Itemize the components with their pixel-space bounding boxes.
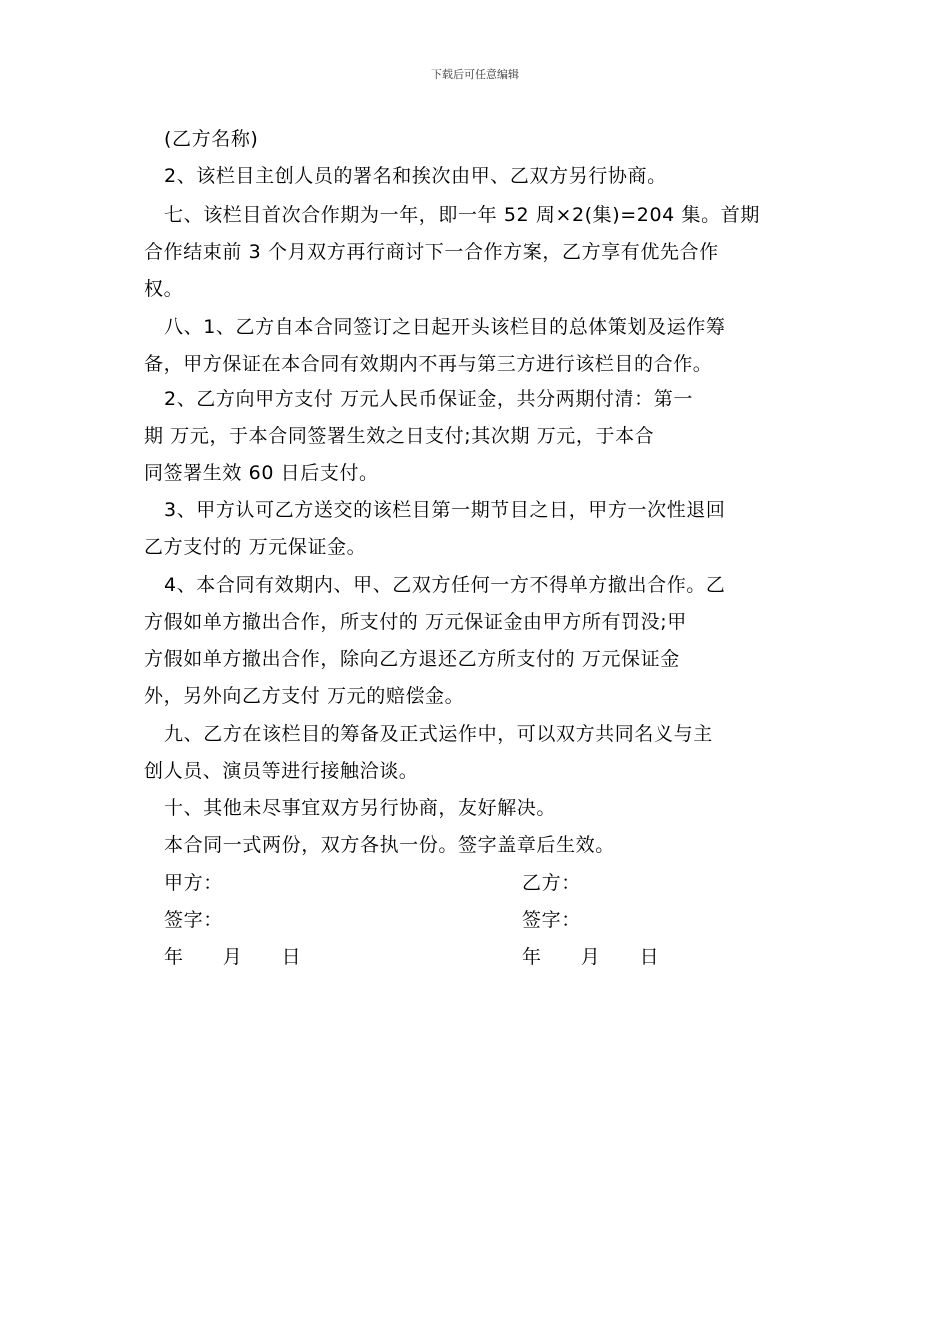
body-line: 2、乙方向甲方支付 万元人民币保证金，共分两期付清：第一	[164, 388, 693, 410]
body-line: 八、1、乙方自本合同签订之日起开头该栏目的总体策划及运作筹	[164, 316, 726, 338]
body-line: 3、甲方认可乙方送交的该栏目第一期节目之日，甲方一次性退回	[164, 499, 726, 521]
body-line: 同签署生效 60 日后支付。	[144, 462, 379, 484]
party-a-date: 年 月 日	[164, 946, 302, 968]
body-line: 九、乙方在该栏目的筹备及正式运作中，可以双方共同名义与主	[164, 723, 713, 745]
body-line: 七、该栏目首次合作期为一年，即一年 52 周×2(集)=204 集。首期	[164, 204, 760, 226]
body-line: 外，另外向乙方支付 万元的赔偿金。	[144, 685, 465, 707]
body-line: 合作结束前 3 个月双方再行商讨下一合作方案，乙方享有优先合作	[144, 241, 719, 263]
body-line: 方假如单方撤出合作，所支付的 万元保证金由甲方所有罚没;甲	[144, 611, 687, 633]
body-line: 创人员、演员等进行接触洽谈。	[144, 760, 419, 782]
body-line: (乙方名称)	[164, 128, 259, 150]
party-b-label: 乙方：	[522, 872, 581, 894]
body-line: 备，甲方保证在本合同有效期内不再与第三方进行该栏目的合作。	[144, 353, 713, 375]
party-b-sign-label: 签字：	[522, 909, 581, 931]
party-b-date: 年 月 日	[522, 946, 660, 968]
body-line: 本合同一式两份，双方各执一份。签字盖章后生效。	[164, 834, 615, 856]
body-line: 方假如单方撤出合作，除向乙方退还乙方所支付的 万元保证金	[144, 648, 680, 670]
body-line: 乙方支付的 万元保证金。	[144, 536, 367, 558]
body-line: 2、该栏目主创人员的署名和挨次由甲、乙双方另行协商。	[164, 165, 667, 187]
page-header: 下载后可任意编辑	[431, 68, 519, 81]
body-line: 期 万元，于本合同签署生效之日支付;其次期 万元，于本合	[144, 425, 655, 447]
body-line: 权。	[144, 278, 184, 300]
body-line: 十、其他未尽事宜双方另行协商，友好解决。	[164, 797, 557, 819]
party-a-sign-label: 签字：	[164, 909, 223, 931]
body-line: 4、本合同有效期内、甲、乙双方任何一方不得单方撤出合作。乙	[164, 574, 726, 596]
party-a-label: 甲方：	[164, 872, 223, 894]
